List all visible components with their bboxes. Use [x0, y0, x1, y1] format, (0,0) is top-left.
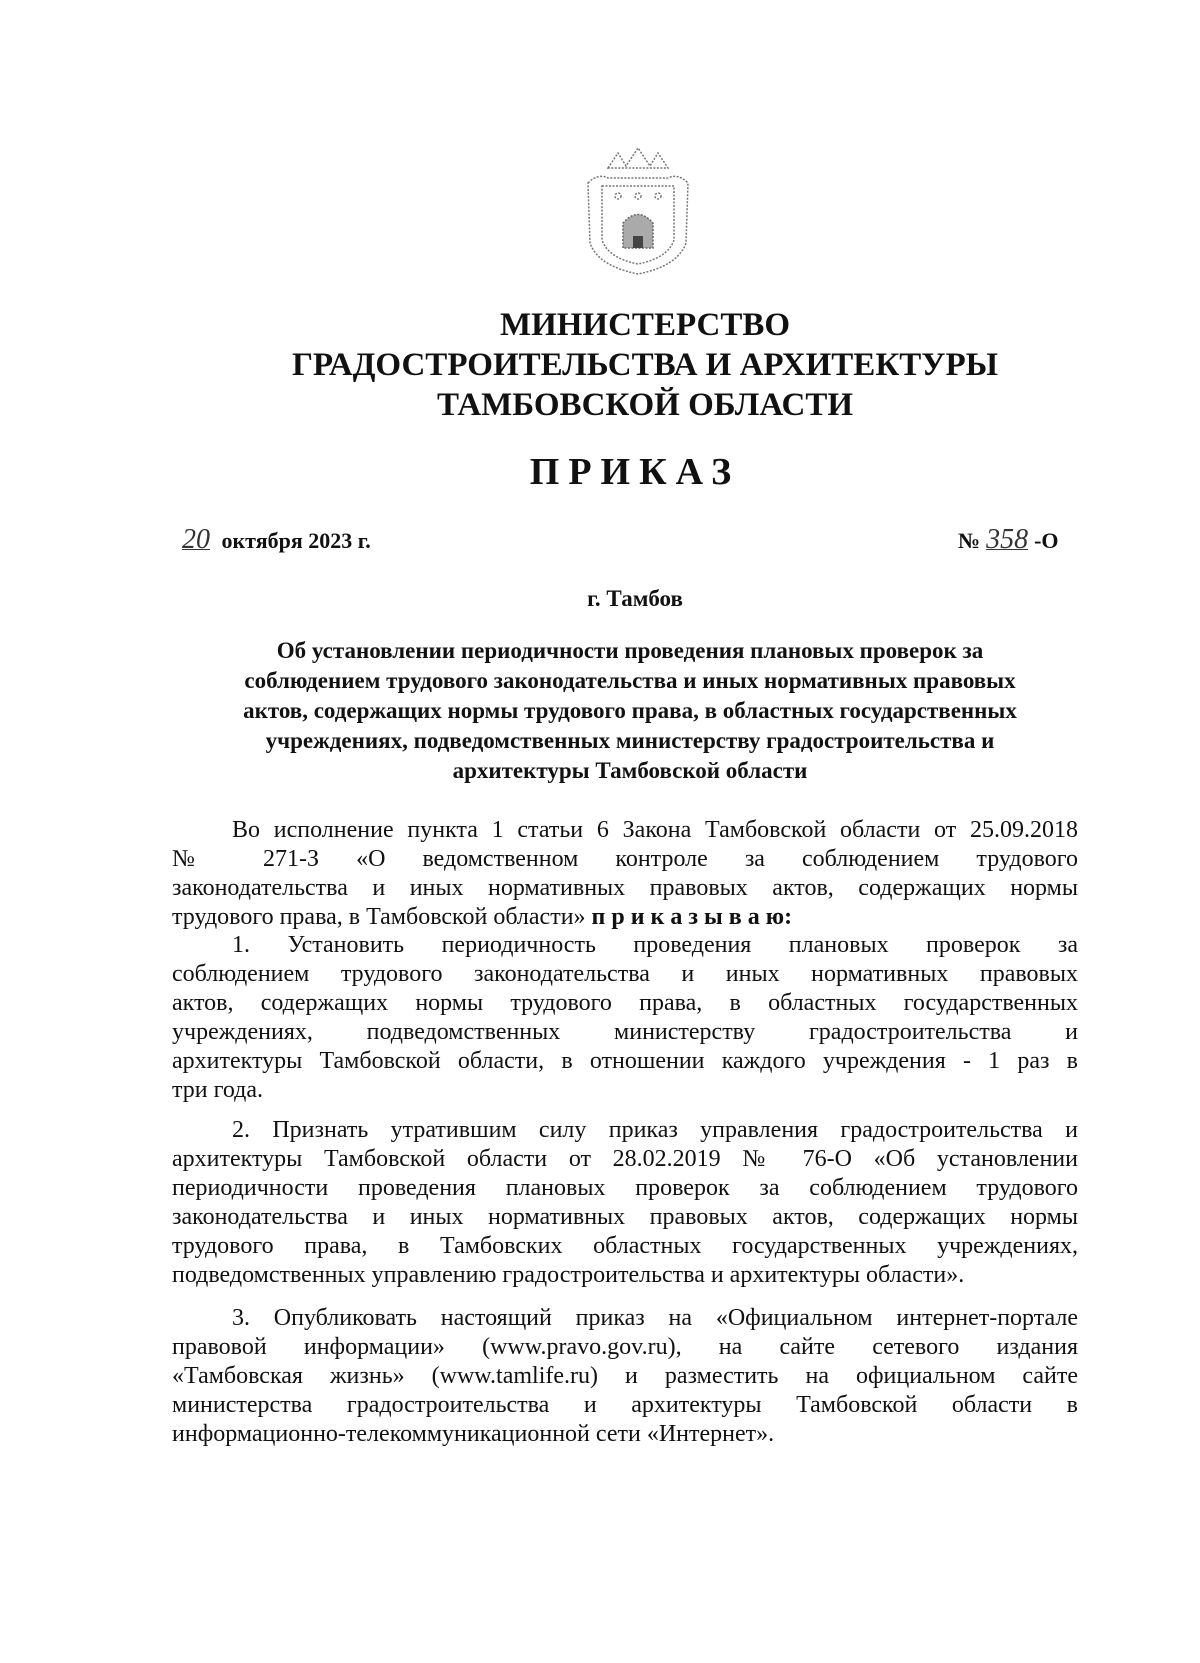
- ministry-name-line: МИНИСТЕРСТВО: [499, 307, 791, 343]
- order-number: [958, 524, 1059, 556]
- subject-line: архитектуры Тамбовской области: [452, 758, 808, 783]
- text-line: Во исполнение пункта 1 статьи 6 Закона Тамбовской области от 25.09.2018: [232, 817, 1078, 843]
- text-line: 3. Опубликовать настоящий приказ на «Официальном интернет-портале: [232, 1305, 1078, 1331]
- text-line: министерства градостроительства и архитектуры Тамбовской области в: [172, 1392, 1078, 1418]
- handwritten-day: 20: [182, 524, 210, 555]
- preamble-paragraph: [172, 816, 1078, 932]
- date-month-year: октября 2023 г.: [221, 528, 371, 553]
- clause-2: [172, 1116, 1078, 1290]
- text-line: 1. Установить периодичность проведения плановых проверок за: [232, 932, 1078, 958]
- coat-of-arms-icon: [578, 148, 698, 278]
- text-segment: трудового права, в Тамбовской области»: [172, 904, 586, 930]
- text-line: информационно-телекоммуникационной сети «Интернет».: [172, 1421, 775, 1447]
- order-date: [176, 524, 371, 556]
- text-line: трудового права, в Тамбовских областных государственных учреждениях,: [172, 1233, 1078, 1259]
- text-line: соблюдением трудового законодательства и иных нормативных правовых: [172, 961, 1078, 987]
- text-line: правовой информации» (www.pravo.gov.ru), на сайте сетевого издания: [172, 1334, 1078, 1360]
- text-line: актов, содержащих нормы трудового права, в областных государственных: [172, 990, 1078, 1016]
- subject-line: Об установлении периодичности проведения плановых проверок за: [276, 638, 984, 663]
- text-line: учреждениях, подведомственных министерству градостроительства и: [172, 1019, 1078, 1045]
- handwritten-number: 358: [986, 524, 1029, 555]
- text-line: периодичности проведения плановых проверок за соблюдением трудового: [172, 1175, 1078, 1201]
- clause-3: [172, 1304, 1078, 1449]
- subject-line: актов, содержащих нормы трудового права, в областных государственных: [243, 698, 1017, 723]
- document-type: ПРИКАЗ: [529, 451, 741, 493]
- number-suffix: -О: [1034, 528, 1059, 553]
- subject-line: учреждениях, подведомственных министерству градостроительства и: [265, 728, 995, 753]
- ministry-name-line: ГРАДОСТРОИТЕЛЬСТВА И АРХИТЕКТУРЫ: [291, 347, 999, 383]
- text-line: законодательства и иных нормативных правовых актов, содержащих нормы: [172, 875, 1078, 901]
- number-sign: №: [958, 528, 981, 553]
- text-line: подведомственных управлению градостроительства и архитектуры области».: [172, 1262, 965, 1288]
- city: г. Тамбов: [587, 586, 683, 611]
- text-line: три года.: [172, 1077, 264, 1103]
- ministry-name-line: ТАМБОВСКОЙ ОБЛАСТИ: [436, 387, 854, 423]
- text-line: [172, 903, 1078, 932]
- clause-1: [172, 931, 1078, 1105]
- subject-line: соблюдением трудового законодательства и иных нормативных правовых: [244, 668, 1016, 693]
- order-verb: п р и к а з ы в а ю:: [591, 904, 793, 930]
- text-line: архитектуры Тамбовской области, в отношении каждого учреждения - 1 раз в: [172, 1048, 1078, 1074]
- text-line: архитектуры Тамбовской области от 28.02.2019 № 76-О «Об установлении: [172, 1146, 1078, 1172]
- text-line: «Тамбовская жизнь» (www.tamlife.ru) и разместить на официальном сайте: [172, 1363, 1078, 1389]
- text-line: законодательства и иных нормативных правовых актов, содержащих нормы: [172, 1204, 1078, 1230]
- order-subject: [170, 636, 1090, 786]
- text-line: 2. Признать утратившим силу приказ управления градостроительства и: [232, 1117, 1078, 1143]
- text-line: № 271-З «О ведомственном контроле за соблюдением трудового: [172, 846, 1078, 872]
